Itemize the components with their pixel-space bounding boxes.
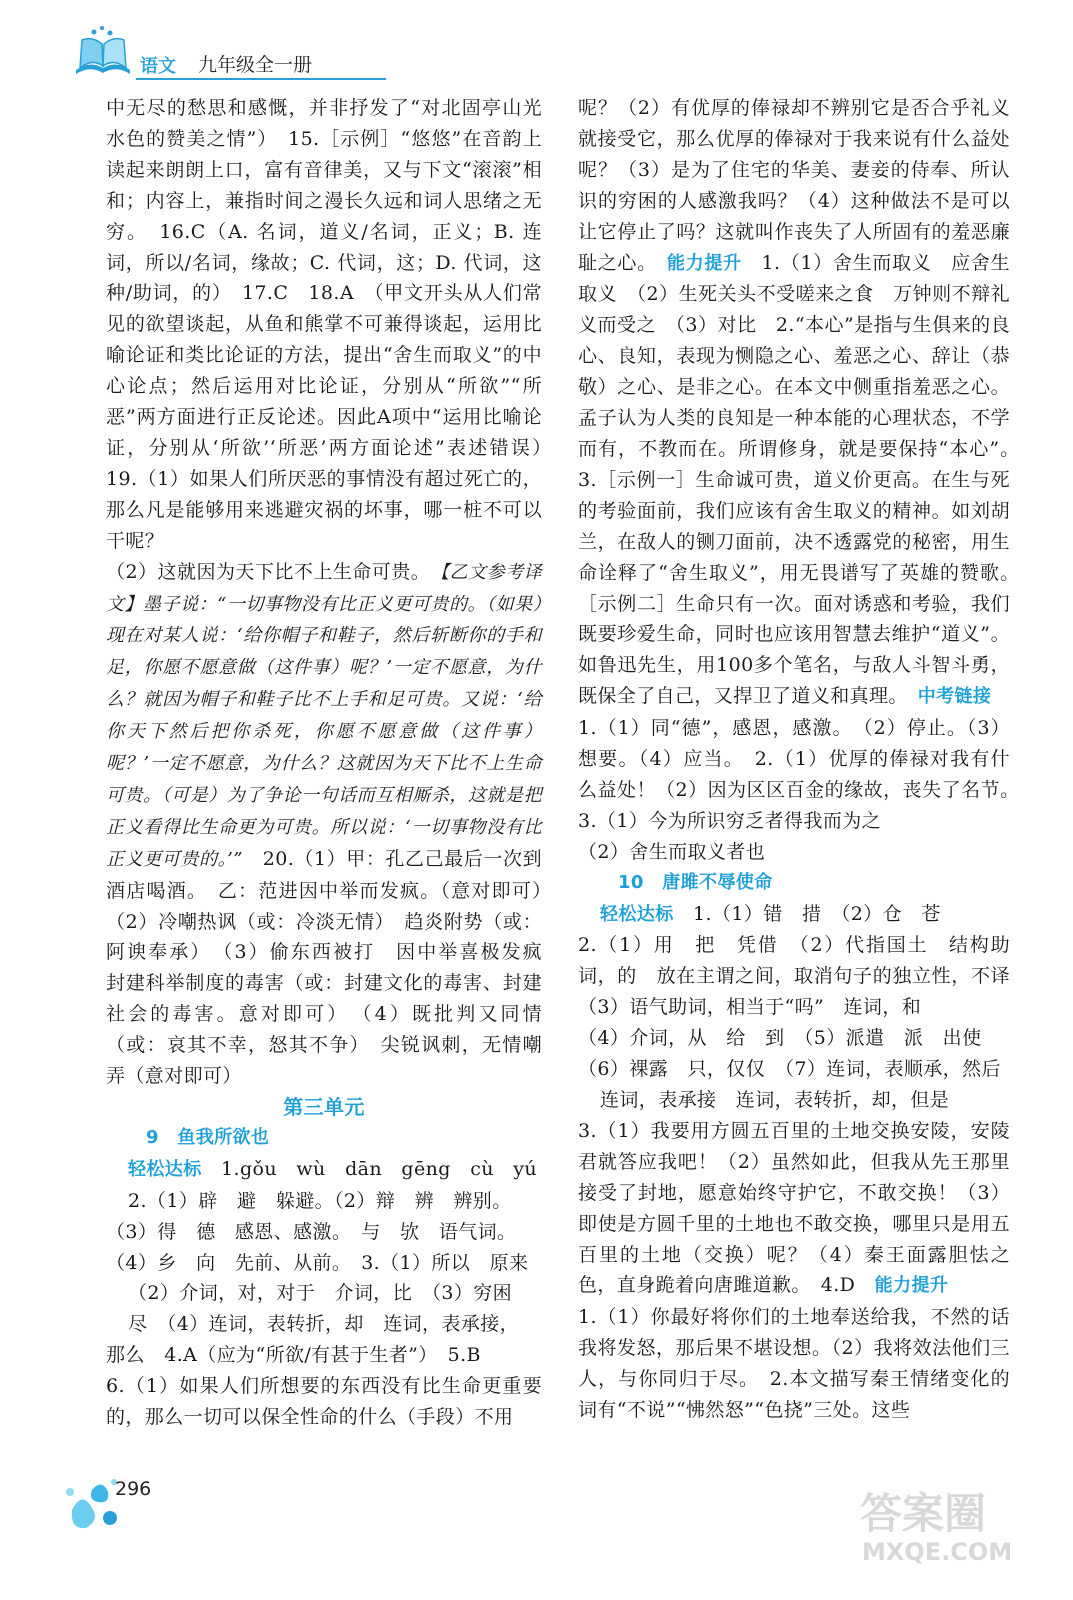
answer-text: 呢？（2）有优厚的俸禄却不辨别它是否合乎礼义就接受它，那么优厚的俸禄对于我来说有什么益处呢？（3）是为了住宅的华美、妻妾的侍奉、所认识的穷困的人感激我吗？（4）这种做法不是可以让它停止了吗？这就叫作丧失了人所固有的羞恶廉耻之心。	[578, 97, 1010, 274]
answer-line: （3）得 德 感恩、感激。 与 欤 语气词。	[106, 1220, 517, 1243]
section-tag: 中考链接	[917, 686, 992, 708]
answer-paragraph: 2.（1）用 把 凭借 （2）代指国土 结构助词，的 放在主谓之间，取消句子的独立性，不译 （3）语气助词，相当于“吗” 连词，和	[578, 934, 1030, 1019]
answer-line: 那么 4.A（应为“所欲/有甚于生者”） 5.B	[106, 1344, 481, 1367]
watermark-logo	[850, 1480, 1030, 1570]
open-book-logo-icon	[70, 22, 136, 82]
header-rule	[136, 78, 386, 80]
lesson-title: 10 唐雎不辱使命	[618, 871, 773, 893]
watermark-title: 答案圈	[860, 1489, 987, 1538]
answer-line: （2）介词，对，对于 介词，比 （3）穷困	[128, 1282, 513, 1305]
section-tag: 能力提升	[874, 1275, 949, 1297]
subject-label: 语文	[140, 56, 176, 77]
answer-text: 20.（1）甲：孔乙己最后一次到酒店喝酒。 乙：范进因中举而发疯。（意对即可） （2）冷嘲热讽（或：冷淡无情） 趋炎附势（或：阿谀奉承） （3）偷东西被打 因中举喜极发疯 封建科举制度的毒害（或：封建文化的毒害、封建社会的毒害。意对即可） （4）既批判又同情（或：哀其不幸，怒其不争） 尖锐讽刺，无情嘲弄（意对即可）	[106, 847, 562, 1088]
answer-text: 3.（1）我要用方圆五百里的土地交换安陵，安陵君就答应我吧！（2）虽然如此，但我从先王那里接受了封地，愿意始终守护它，不敢交换！（3）即使是方圆千里的土地也不敢交换，哪里只是用五百里的土地（交换）呢？（4）秦王面露胆怯之色，直身跪着向唐雎道歉。 4.D	[578, 1119, 1010, 1297]
answer-paragraph	[578, 93, 1030, 713]
answer-line: 尽 （4）连词，表转折，却 连词，表承接，	[128, 1313, 519, 1336]
grade-label: 九年级全一册	[198, 54, 313, 76]
answer-paragraph	[578, 1116, 1010, 1302]
page-header	[70, 22, 400, 82]
answer-paragraph	[106, 557, 562, 1092]
answer-line: （4）介词，从 给 到 （5）派遣 派 出使	[578, 1027, 982, 1050]
lesson-title: 9 鱼我所欲也	[146, 1126, 270, 1148]
answer-text: 1.（1）错 措 （2）仓 苍	[693, 902, 941, 925]
section-tag: 轻松达标	[600, 903, 674, 925]
answer-line: （4）乡 向 先前、从前。 3.（1）所以 原来	[106, 1251, 529, 1274]
answer-paragraph	[106, 1154, 542, 1186]
answer-paragraph: 1.（1）同“德”，感恩，感激。 （2）停止。（3）想要。（4）应当。 2.（1）优厚的俸禄对我有什么益处！（2）因为区区百金的缘故，丧失了名节。 3.（1）今为所识穷乏者得我而为之	[578, 717, 1030, 832]
left-column	[106, 93, 562, 1433]
answer-text: 1.gǒu wù dān gēng cù yú	[221, 1157, 538, 1180]
answer-text: （2）这就因为天下比不上生命可贵。	[106, 560, 441, 583]
answer-line: 连词，表承接 连词，表转折，却，但是	[600, 1089, 950, 1111]
answer-paragraph: 中无尽的愁思和感慨，并非抒发了“对北固亭山光水色的赞美之情”） 15.［示例］“悠悠”在音韵上读起来朗朗上口，富有音律美，又与下文“滚滚”相和；内容上，兼指时间之漫长久远和词人思绪之无穷。 16.C（A. 名词，道义/名词，正义；B. 连词，所以/名词，缘故；C. 代词，这；D. 代词，这种/助词，的） 17.C 18.A （甲文开头从人们常见的欲望谈起，从鱼和熊掌不可兼得谈起，运用比喻论证和类比论证的方法，提出“舍生而取义”的中心论点；然后运用对比论证，分别从“所欲”“所恶”两方面进行正反论述。因此A项中“运用比喻论证，分别从‘所欲’‘所恶’两方面论述”表述错误） 19.（1）如果人们所厌恶的事情没有超过死亡的，那么凡是能够用来逃避灾祸的坏事，哪一桩不可以干呢？	[106, 97, 562, 552]
unit-heading: 第三单元	[283, 1095, 365, 1119]
answer-line: （2）舍生而取义者也	[578, 840, 766, 863]
answer-paragraph	[578, 899, 1010, 931]
page-number: 296	[115, 1478, 152, 1500]
watermark-url: MXQE.COM	[862, 1538, 1013, 1566]
answer-paragraph: 1.（1）你最好将你们的土地奉送给我，不然的话我将发怒，那后果不堪设想。（2）我将效法他们三人，与你同归于尽。 2.本文描写秦王情绪变化的词有“不说”“怫然怒”“色挠”三处。这些	[578, 1306, 1010, 1422]
answer-text: 1.（1）舍生而取义 应舍生取义 （2）生死关头不受嗟来之食 万钟则不辩礼义而受之 （3）对比 2.“本心”是指与生俱来的良心、良知，表现为恻隐之心、羞恶之心、辞让（恭敬）之心、是非之心。在本文中侧重指羞恶之心。孟子认为人类的良知是一种本能的心理状态，不学而有，不教而在。所谓修身，就是要保持“本心”。 3.［示例一］生命诚可贵，道义价更高。在生与死的考验面前，我们应该有舍生取义的精神。如刘胡兰，在敌人的铡刀面前，决不透露党的秘密，用生命诠释了“舍生取义”，用无畏谱写了英雄的赞歌。 ［示例二］生命只有一次。面对诱惑和考验，我们既要珍爱生命，同时也应该用智慧去维护“道义”。如鲁迅先生，用100多个笔名，与敌人斗智斗勇，既保全了自己，又捍卫了道义和真理。	[578, 251, 1030, 708]
answer-line: （6）裸露 只，仅仅 （7）连词，表顺承，然后	[578, 1058, 1001, 1081]
section-tag: 能力提升	[667, 252, 742, 274]
section-tag: 轻松达标	[128, 1158, 202, 1180]
right-column	[578, 93, 1030, 1426]
reference-translation: 【乙文参考译文】墨子说：“一切事物没有比正义更可贵的。（如果）现在对某人说：‘给你帽子和鞋子，然后斩断你的手和足，你愿不愿意做（这件事）呢？’一定不愿意，为什么？就因为帽子和鞋子比不上手和足可贵。又说：‘给你天下然后把你杀死，你愿不愿意做（这件事）呢？’一定不愿意，为什么？这就因为天下比不上生命可贵。（可是）为了争论一句话而互相厮杀，这就是把正义看得比生命更为可贵。所以说：‘一切事物没有比正义更可贵的。’”	[106, 561, 542, 870]
answer-paragraph: 6.（1）如果人们所想要的东西没有比生命更重要的，那么一切可以保全性命的什么（手段）不用	[106, 1375, 542, 1429]
answer-line: 2.（1）辟 避 躲避。（2）辩 辨 辨别。	[128, 1189, 512, 1212]
